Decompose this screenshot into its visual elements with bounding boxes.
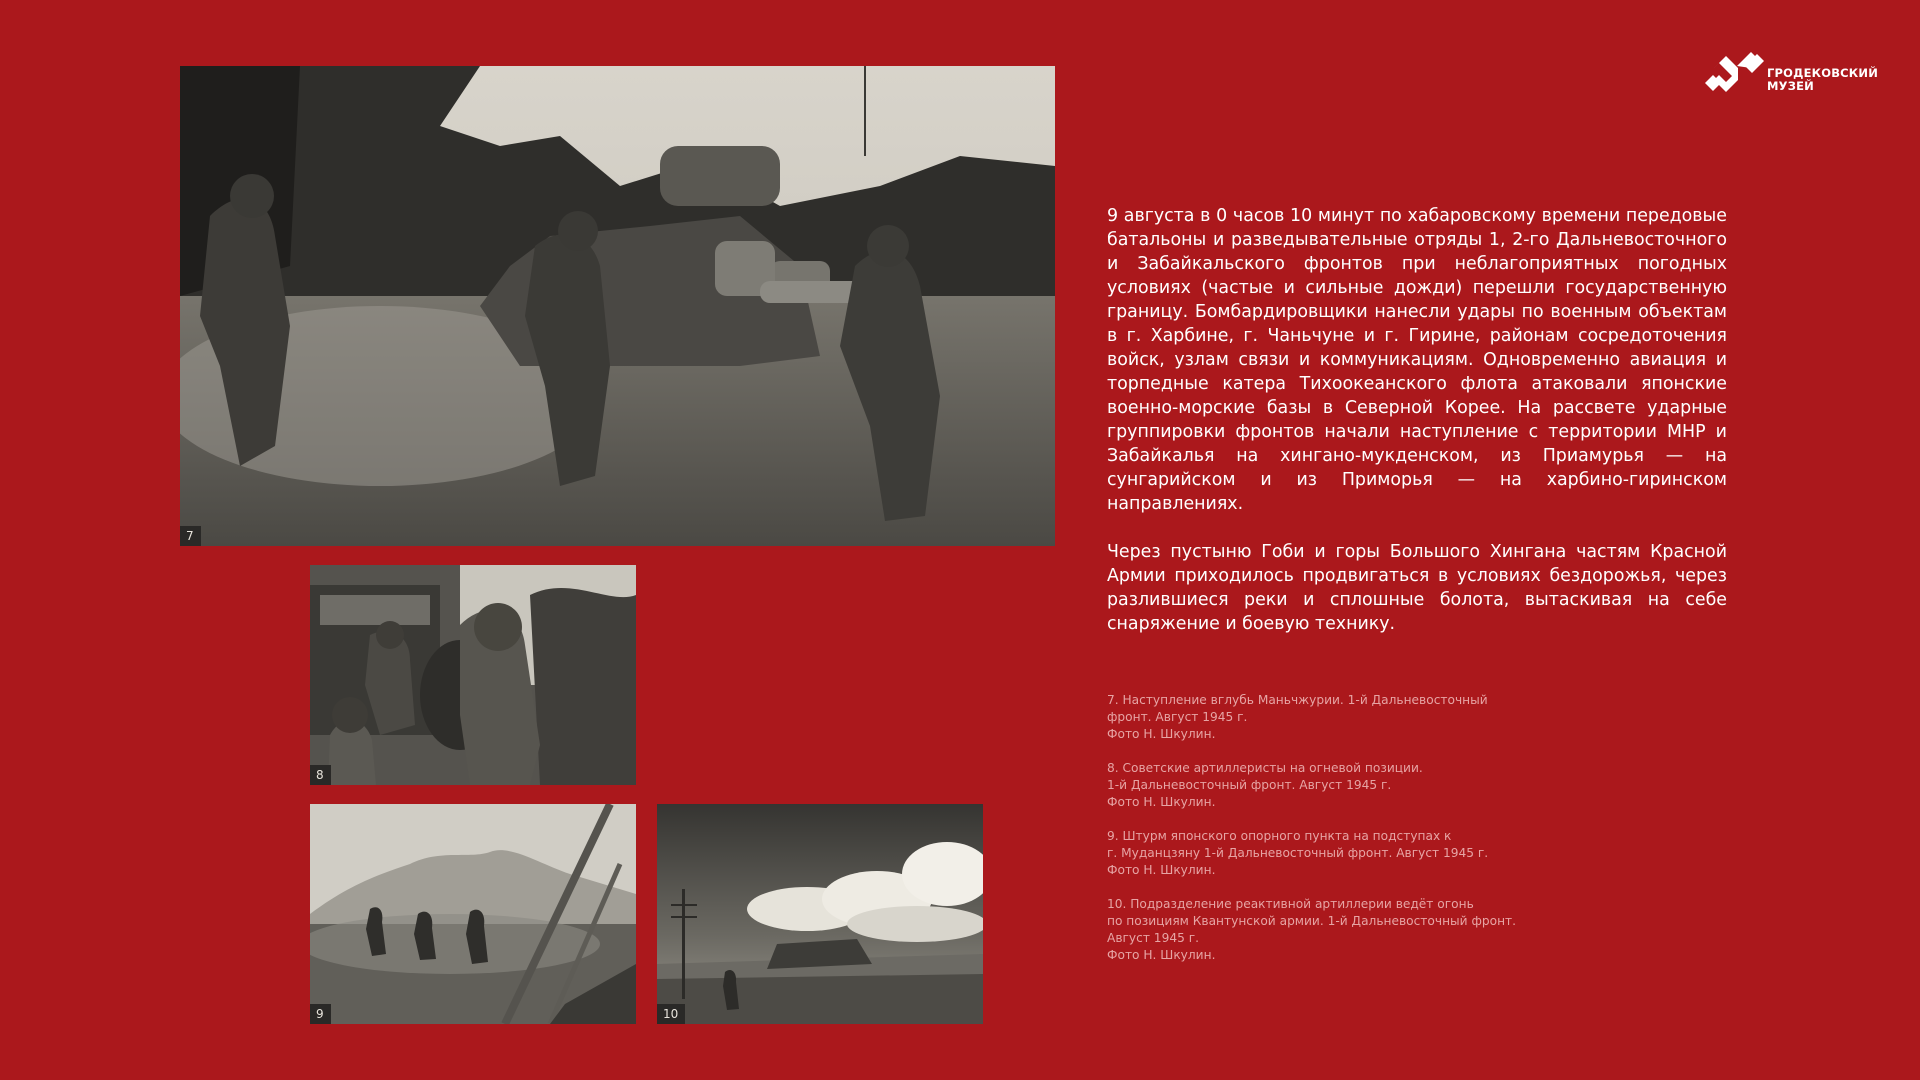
main-paragraph-1: 9 августа в 0 часов 10 минут по хабаровскому времени передовые батальоны и разведывательные отряды 1, 2-го Дальневосточного и Забайкальского фронтов при неблагоприятных погодных условиях (частые и сильные дожди) перешли государственную границу. Бомбардировщики нанесли удары по военным объектам в г. Харбине, г. Чаньчуне и г. Гирине, районам сосредоточения войск, узлам связи и коммуникациям. Одновременно авиация и торпедные катера Тихоокеанского флота атаковали японские военно-морские базы в Северной Корее. На рассвете ударные группировки фронтов начали наступление с территории МНР и Забайкалья на хингано-мукденском, из Приамурья — на сунгарийском и из Приморья — на харбино-гиринском направлениях. xyxy=(1107,206,1727,514)
photo-10-rocket-artillery xyxy=(657,804,983,1024)
caption-10-line-2: по позициям Квантунской армии. 1-й Дальневосточный фронт. xyxy=(1107,914,1517,928)
caption-10-line-3: Август 1945 г. xyxy=(1107,931,1199,945)
photo-captions xyxy=(1107,692,1567,981)
photo-8-number: 8 xyxy=(310,765,331,785)
photo-9-number: 9 xyxy=(310,1004,331,1024)
caption-9 xyxy=(1107,828,1567,879)
photo-10-number: 10 xyxy=(657,1004,685,1024)
photo-10-image xyxy=(657,804,983,1024)
caption-7-line-2: фронт. Август 1945 г. xyxy=(1107,710,1248,724)
logo-line-2: МУЗЕЙ xyxy=(1767,79,1814,93)
photo-7-tank-advance xyxy=(180,66,1055,546)
caption-8-line-1: 8. Советские артиллеристы на огневой позиции. xyxy=(1107,761,1423,775)
caption-9-line-3: Фото Н. Шкулин. xyxy=(1107,863,1216,877)
caption-10-line-1: 10. Подразделение реактивной артиллерии ведёт огонь xyxy=(1107,897,1474,911)
main-text-block xyxy=(1107,204,1727,660)
logo-text xyxy=(1767,67,1878,93)
caption-9-line-1: 9. Штурм японского опорного пункта на подступах к xyxy=(1107,829,1452,843)
photo-8-artillery xyxy=(310,565,636,785)
caption-7-line-1: 7. Наступление вглубь Маньчжурии. 1-й Дальневосточный xyxy=(1107,693,1488,707)
caption-8-line-2: 1-й Дальневосточный фронт. Август 1945 г. xyxy=(1107,778,1392,792)
photo-8-image xyxy=(310,565,636,785)
caption-8-line-3: Фото Н. Шкулин. xyxy=(1107,795,1216,809)
caption-10 xyxy=(1107,896,1567,964)
logo-line-1: ГРОДЕКОВСКИЙ xyxy=(1767,66,1879,80)
caption-10-line-4: Фото Н. Шкулин. xyxy=(1107,948,1216,962)
caption-8 xyxy=(1107,760,1567,811)
caption-7 xyxy=(1107,692,1567,743)
caption-9-line-2: г. Муданцзяну 1-й Дальневосточный фронт. Август 1945 г. xyxy=(1107,846,1489,860)
photo-9-assault xyxy=(310,804,636,1024)
photo-7-image xyxy=(180,66,1055,546)
caption-7-line-3: Фото Н. Шкулин. xyxy=(1107,727,1216,741)
photo-9-image xyxy=(310,804,636,1024)
main-paragraph-2: Через пустыню Гоби и горы Большого Хингана частям Красной Армии приходилось продвигаться в условиях бездорожья, через разлившиеся реки и сплошные болота, вытаскивая на себе снаряжение и боевую технику. xyxy=(1107,542,1727,634)
photo-7-number: 7 xyxy=(180,526,201,546)
